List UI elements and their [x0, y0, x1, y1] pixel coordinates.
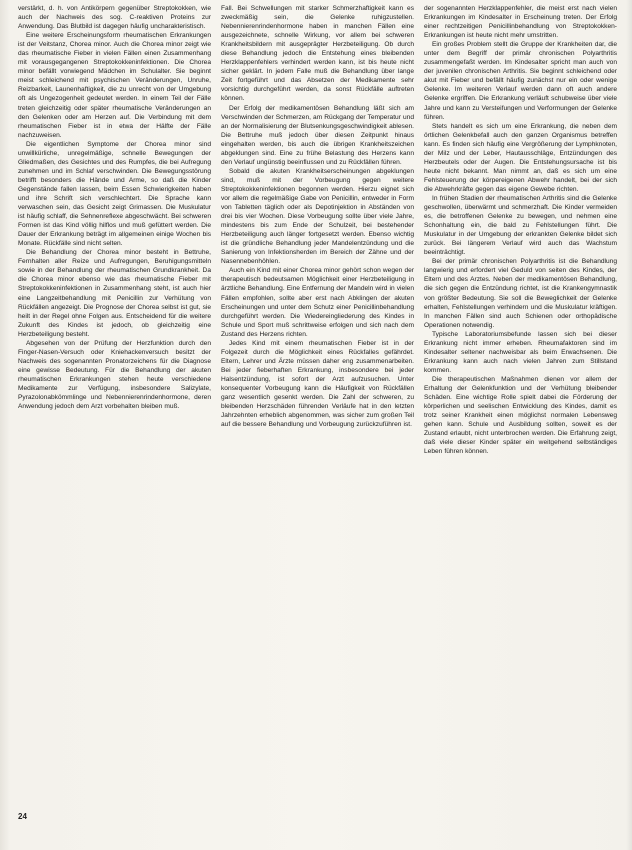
text-columns — [18, 4, 618, 812]
paragraph: verstärkt, d. h. von Antikörpern gegenüber Streptokokken, wie auch der Nachweis des sog. C-reaktiven Proteins zur Anwendung. Das Blutbild ist dagegen häufig uncharakteristisch. — [18, 5, 211, 31]
paragraph: Eine weitere Erscheinungsform rheumatischen Erkrankungen ist der Veitstanz, Chorea minor. Auch die Chorea minor zeigt wie das rheumatische Fieber in vielen Fällen einen Zusammenhang mit vorausgegangenen Streptokokkeninfektionen. Die Chorea minor befällt vorwiegend Mädchen im Schulalter. Sie beginnt meist schleichend mit psychischen Veränderungen, Unruhe, Reizbarkeit, Launenhaftigkeit, die zu unrecht von der Umgebung oft als Ungezogenheit gedeutet werden. In einem Teil der Fälle treten gleichzeitig oder später rheumatische Veränderungen an den Gelenken oder am Herzen auf. Die Verbindung mit dem rheumatischen Fieber ist in etwa der Hälfte der Fälle nachzuweisen. — [18, 32, 211, 139]
text-column-right — [424, 4, 617, 812]
paragraph: Die therapeutischen Maßnahmen dienen vor allem der Erhaltung der Gelenkfunktion und der Verhütung bleibender Schäden. Eine wichtige Rolle spielt dabei die Förderung der körperlichen und seelischen Entwicklung des Kindes, damit es trotz seiner Krankheit einen möglichst normalen Lebensweg gehen kann. Schule und Ausbildung sollten, soweit es der Zustand erlaubt, nicht unterbrochen werden. Die Erfahrung zeigt, daß viele dieser Kinder später ein weitgehend selbständiges Leben führen können. — [424, 375, 617, 456]
paragraph: In frühen Stadien der rheumatischen Arthritis sind die Gelenke geschwollen, überwärmt und schmerzhaft. Die Kinder vermeiden es, die betroffenen Gelenke zu bewegen, und nehmen eine Schonhaltung ein, die bald zu Fehlstellungen führt. Die Muskulatur in der Umgebung der erkrankten Gelenke bildet sich zurück. Bei längerem Verlauf wird auch das Wachstum beeinträchtigt. — [424, 194, 617, 257]
text-column-left — [18, 4, 211, 812]
paragraph: Typische Laboratoriumsbefunde lassen sich bei dieser Erkrankung nicht immer erheben. Rheumafaktoren sind im Kindesalter seltener nachweisbar als beim Erwachsenen. Die Erkrankung kann auch nach vielen Jahren zum Stillstand kommen. — [424, 330, 617, 374]
paragraph: Bei der primär chronischen Polyarthritis ist die Behandlung langwierig und erfordert viel Geduld von seiten des Kindes, der Eltern und des Arztes. Neben der medikamentösen Behandlung, die sich gegen die Entzündung richtet, ist die Krankengymnastik von größter Bedeutung. Sie soll die Beweglichkeit der Gelenke erhalten, Fehlstellungen verhindern und die Muskulatur kräftigen. In manchen Fällen sind auch Schienen oder orthopädische Operationen notwendig. — [424, 258, 617, 329]
paragraph: Abgesehen von der Prüfung der Herzfunktion durch den Finger-Nasen-Versuch oder Kniehackenversuch besitzt der Nachweis des sogenannten Pronatorzeichens für die Diagnose eine gewisse Bedeutung. Für die Behandlung der akuten rheumatischen Erkrankungen stehen heute verschiedene Medikamente zur Verfügung, insbesondere Salizylate, Pyrazolonabkömmlinge und Nebennierenrindenhormone, deren Anwendung jedoch dem Arzt vorbehalten bleiben muß. — [18, 339, 211, 411]
paragraph: der sogenannten Herzklappenfehler, die meist erst nach vielen Erkrankungen im Kindesalter in Erscheinung treten. Der Erfolg einer rechtzeitigen Penicillinbehandlung von Streptokokken-Erkrankungen ist heute nicht mehr umstritten. — [424, 5, 617, 40]
page-edge-shadow — [626, 0, 632, 850]
paragraph: Die Behandlung der Chorea minor besteht in Bettruhe, Fernhalten aller Reize und Aufregungen, Beruhigungsmitteln sowie in der Behandlung der rheumatischen Grundkrankheit. Da die Chorea minor ebenso wie das rheumatische Fieber mit Streptokokkeninfektionen in Zusammenhang steht, ist auch hier eine Langzeitbehandlung mit Penicillin zur Verhütung von Rückfällen angezeigt. Die Prognose der Chorea selbst ist gut, sie heilt in der Regel ohne Folgen aus. Entscheidend für die weitere Zukunft des Kindes ist jedoch, ob gleichzeitig eine Herzbeteiligung besteht. — [18, 249, 211, 338]
text-column-middle — [221, 4, 414, 812]
paragraph: Sobald die akuten Krankheitserscheinungen abgeklungen sind, muß mit der Vorbeugung gegen weitere Streptokokkeninfektionen begonnen werden. Hierzu eignet sich vor allem die regelmäßige Gabe von Penicillin, entweder in Form von Tabletten täglich oder als Depotinjektion in Abständen von drei bis vier Wochen. Diese Vorbeugung sollte über viele Jahre, mindestens bis zum Ende der Schulzeit, bei bestehender Herzbeteiligung auch länger fortgesetzt werden. Ebenso wichtig ist die gründliche Behandlung jeder Mandelentzündung und die Sanierung von Infektionsherden im Bereich der Zähne und der Nasennebenhöhlen. — [221, 167, 414, 266]
paragraph: Die eigentlichen Symptome der Chorea minor sind unwillkürliche, unregelmäßige, schnelle Bewegungen der Gliedmaßen, des Gesichtes und des Rumpfes, die bei Aufregung zunehmen und im Schlaf verschwinden. Die Bewegungsstörung betrifft besonders die Hände und Arme, so daß die Kinder Gegenstände fallen lassen, beim Essen Schwierigkeiten haben und ihre Schrift sich verschlechtert. Die Sprache kann verwaschen sein, das Gesicht zeigt Grimassen. Die Muskulatur ist häufig schlaff, die Sehnenreflexe abgeschwächt. Bei schweren Formen ist das Kind völlig hilflos und muß gefüttert werden. Die Dauer der Erkrankung beträgt im allgemeinen einige Wochen bis Monate. Rückfälle sind nicht selten. — [18, 140, 211, 248]
paragraph: Der Erfolg der medikamentösen Behandlung läßt sich am Verschwinden der Schmerzen, am Rückgang der Temperatur und an der Normalisierung der Blutsenkungsgeschwindigkeit ablesen. Die Bettruhe muß jedoch über diesen Zeitpunkt hinaus eingehalten werden, bis auch die übrigen Krankheitszeichen abgeklungen sind. Eine zu frühe Belastung des Herzens kann den Verlauf ungünstig beeinflussen und zu Rückfällen führen. — [221, 104, 414, 166]
paragraph: Fall. Bei Schwellungen mit starker Schmerzhaftigkeit kann es zweckmäßig sein, die Gelenke ruhigzustellen. Nebennierenrindenhormone haben in manchen Fällen eine ausgezeichnete, schnelle Wirkung, vor allem bei schweren Krankheitsbildern mit ausgeprägter Herzbeteiligung. Ob durch diese Behandlung jedoch die Entstehung eines bleibenden Herzklappenfehlers verhindert werden kann, ist bis heute nicht sicher geklärt. In jedem Falle muß die Behandlung über lange Zeit fortgeführt und das Absetzen der Medikamente sehr vorsichtig durchgeführt werden, da sonst Rückfälle auftreten können. — [221, 5, 414, 103]
paragraph: Auch ein Kind mit einer Chorea minor gehört schon wegen der therapeutisch bedeutsamen Möglichkeit einer Herzbeteiligung in ärztliche Behandlung. Eine Entfernung der Mandeln wird in vielen Fällen empfohlen, sollte aber erst nach Abklingen der akuten Erscheinungen und unter dem Schutz einer Penicillinbehandlung durchgeführt werden. Die Wiedereingliederung des Kindes in Schule und Sport muß schrittweise erfolgen und sich nach dem Zustand des Herzens richten. — [221, 267, 414, 338]
paragraph: Jedes Kind mit einem rheumatischen Fieber ist in der Folgezeit durch die Möglichkeit eines Rückfalles gefährdet. Eltern, Lehrer und Ärzte müssen daher eng zusammenarbeiten. Bei jeder fieberhaften Erkrankung, insbesondere bei jeder Halsentzündung, ist sofort der Arzt aufzusuchen. Unter konsequenter Vorbeugung kann die Häufigkeit von Rückfällen ganz wesentlich gesenkt werden. Die Zahl der schweren, zu bleibenden Herzschäden führenden Verläufe hat in den letzten Jahrzehnten erheblich abgenommen, was sicher zum großen Teil auf die bessere Behandlung und Vorbeugung zurückzuführen ist. — [221, 339, 414, 429]
paragraph: Ein großes Problem stellt die Gruppe der Krankheiten dar, die unter dem Begriff der primär chronischen Polyarthritis zusammengefaßt werden. Im Kindesalter spricht man auch von der juvenilen chronischen Arthritis. Sie beginnt schleichend oder akut mit Fieber und befällt häufig zunächst nur ein oder wenige Gelenke. Im weiteren Verlauf werden dann oft auch andere Gelenke ergriffen. Die Erkrankung verläuft schubweise über viele Jahre und kann zu Versteifungen und Verformungen der Gelenke führen. — [424, 41, 617, 121]
paragraph: Stets handelt es sich um eine Erkrankung, die neben dem örtlichen Gelenkbefall auch den ganzen Organismus betreffen kann. Es finden sich häufig eine Vergrößerung der Lymphknoten, der Milz und der Leber, Hautausschläge, Entzündungen des Herzbeutels oder der Augen. Die Entstehungsursache ist bis heute nicht bekannt. Man nimmt an, daß es sich um eine Fehlsteuerung der körpereigenen Abwehr handelt, bei der sich die Abwehrkräfte gegen das eigene Gewebe richten. — [424, 122, 617, 193]
page-number: 24 — [18, 812, 27, 821]
